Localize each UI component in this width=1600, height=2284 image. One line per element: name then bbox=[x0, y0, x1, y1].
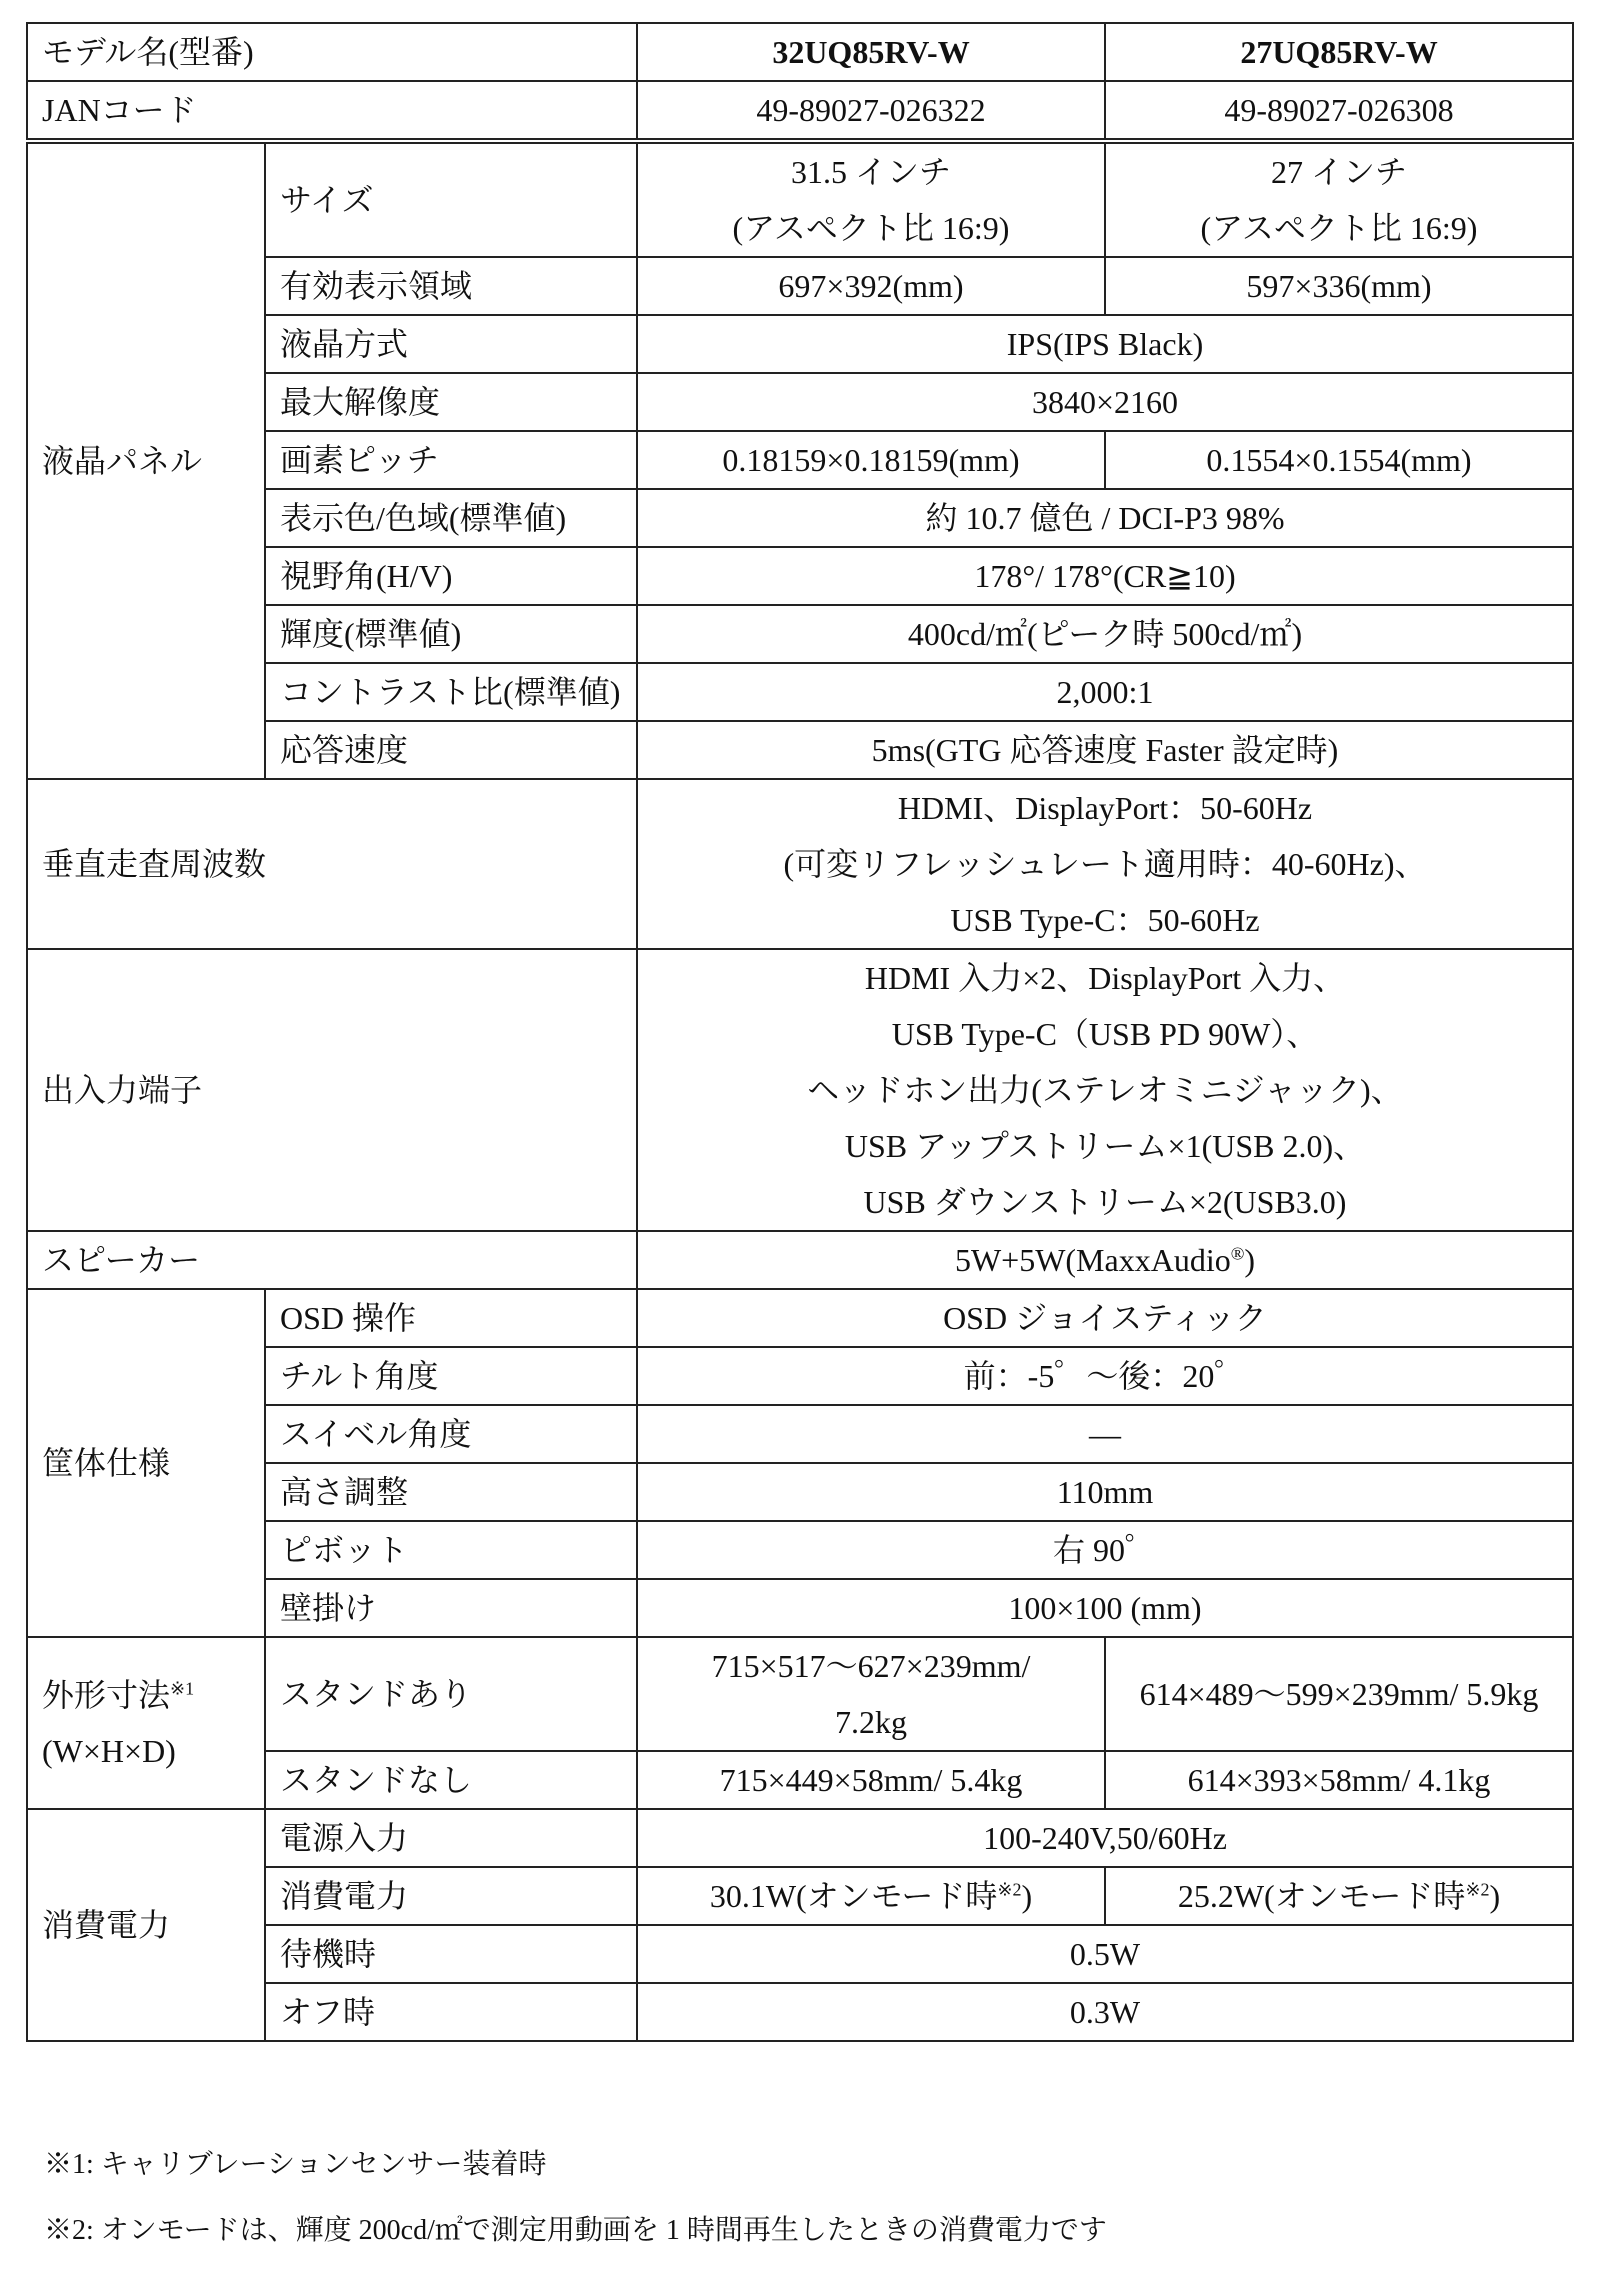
wall-label: 壁掛け bbox=[265, 1579, 637, 1637]
ports-value bbox=[637, 949, 1573, 1231]
panel-type-value: IPS(IPS Black) bbox=[637, 315, 1573, 373]
response-value: 5ms(GTG 応答速度 Faster 設定時) bbox=[637, 721, 1573, 779]
with-stand-row bbox=[27, 1637, 1573, 1751]
ports-line: HDMI 入力×2、DisplayPort 入力、 bbox=[864, 960, 1346, 996]
refresh-row bbox=[27, 779, 1573, 949]
resolution-value: 3840×2160 bbox=[637, 373, 1573, 431]
dimensions-title bbox=[42, 1667, 250, 1723]
speaker-row bbox=[27, 1231, 1573, 1289]
colors-value: 約 10.7 億色 / DCI-P3 98% bbox=[637, 489, 1573, 547]
registered-mark: ® bbox=[1230, 1243, 1245, 1264]
jan-row bbox=[27, 81, 1573, 141]
standby-label: 待機時 bbox=[265, 1925, 637, 1983]
pivot-value: 右 90゜ bbox=[637, 1521, 1573, 1579]
tilt-value: 前：-5゜～後：20゜ bbox=[637, 1347, 1573, 1405]
pitch-col2: 0.1554×0.1554(mm) bbox=[1105, 431, 1573, 489]
colors-label: 表示色/色域(標準値) bbox=[265, 489, 637, 547]
swivel-label: スイベル角度 bbox=[265, 1405, 637, 1463]
panel-type-label: 液晶方式 bbox=[265, 315, 637, 373]
with-stand-col1-line1: 715×517～627×239mm/ bbox=[711, 1648, 1031, 1684]
power-group-label: 消費電力 bbox=[27, 1809, 265, 2041]
ports-line: ヘッドホン出力(ステレオミニジャック)、 bbox=[807, 1072, 1403, 1108]
response-label: 応答速度 bbox=[265, 721, 637, 779]
angle-label: 視野角(H/V) bbox=[265, 547, 637, 605]
brightness-label: 輝度(標準値) bbox=[265, 605, 637, 663]
contrast-label: コントラスト比(標準値) bbox=[265, 663, 637, 721]
panel-group-label: 液晶パネル bbox=[27, 141, 265, 779]
off-value: 0.3W bbox=[637, 1983, 1573, 2041]
speaker-value bbox=[637, 1231, 1573, 1289]
refresh-line: HDMI、DisplayPort：50-60Hz bbox=[897, 790, 1313, 826]
ports-line: USB アップストリーム×1(USB 2.0)、 bbox=[844, 1128, 1366, 1164]
pivot-label: ピボット bbox=[265, 1521, 637, 1579]
ports-line: USB ダウンストリーム×2(USB3.0) bbox=[863, 1184, 1347, 1220]
ports-row bbox=[27, 949, 1573, 1231]
speaker-text: 5W+5W(MaxxAudio bbox=[954, 1242, 1231, 1278]
model-col2: 27UQ85RV-W bbox=[1105, 23, 1573, 81]
jan-col2: 49-89027-026308 bbox=[1105, 81, 1573, 141]
height-value: 110mm bbox=[637, 1463, 1573, 1521]
osd-value: OSD ジョイスティック bbox=[637, 1289, 1573, 1347]
note-mark-2: ※2 bbox=[1465, 1879, 1490, 1900]
without-stand-col1: 715×449×58mm/ 5.4kg bbox=[637, 1751, 1105, 1809]
pitch-col1: 0.18159×0.18159(mm) bbox=[637, 431, 1105, 489]
without-stand-label: スタンドなし bbox=[265, 1751, 637, 1809]
off-label: オフ時 bbox=[265, 1983, 637, 2041]
area-col2: 597×336(mm) bbox=[1105, 257, 1573, 315]
dimensions-text: 外形寸法 bbox=[42, 1677, 171, 1713]
with-stand-col1 bbox=[637, 1637, 1105, 1751]
size-col1 bbox=[637, 141, 1105, 257]
size-col2-line1: 27 インチ bbox=[1270, 154, 1407, 190]
tilt-label: チルト角度 bbox=[265, 1347, 637, 1405]
dimensions-unit: (W×H×D) bbox=[42, 1733, 176, 1769]
osd-label: OSD 操作 bbox=[265, 1289, 637, 1347]
pitch-label: 画素ピッチ bbox=[265, 431, 637, 489]
size-col2-line2: (アスペクト比 16:9) bbox=[1200, 210, 1478, 246]
refresh-label: 垂直走査周波数 bbox=[27, 779, 637, 949]
ports-label: 出入力端子 bbox=[27, 949, 637, 1231]
note-mark-2: ※2 bbox=[997, 1879, 1022, 1900]
consumption-label: 消費電力 bbox=[265, 1867, 637, 1925]
model-label: モデル名(型番) bbox=[27, 23, 637, 81]
osd-row bbox=[27, 1289, 1573, 1347]
model-row bbox=[27, 23, 1573, 81]
angle-value: 178°/ 178°(CR≧10) bbox=[637, 547, 1573, 605]
wall-value: 100×100 (mm) bbox=[637, 1579, 1573, 1637]
without-stand-col2: 614×393×58mm/ 4.1kg bbox=[1105, 1751, 1573, 1809]
area-label: 有効表示領域 bbox=[265, 257, 637, 315]
consumption-col1-suffix: ) bbox=[1021, 1878, 1033, 1914]
standby-value: 0.5W bbox=[637, 1925, 1573, 1983]
note-mark-1: ※1 bbox=[170, 1678, 195, 1699]
resolution-label: 最大解像度 bbox=[265, 373, 637, 431]
speaker-label: スピーカー bbox=[27, 1231, 637, 1289]
with-stand-col1-line2: 7.2kg bbox=[835, 1704, 907, 1740]
height-label: 高さ調整 bbox=[265, 1463, 637, 1521]
refresh-value bbox=[637, 779, 1573, 949]
refresh-line: (可変リフレッシュレート適用時：40-60Hz)、 bbox=[783, 846, 1427, 882]
size-col1-line2: (アスペクト比 16:9) bbox=[732, 210, 1010, 246]
footnote-2: ※2: オンモードは、輝度 200cd/㎡で測定用動画を 1 時間再生したときの消費電力です bbox=[44, 2215, 1107, 2246]
consumption-col2-suffix: ) bbox=[1489, 1878, 1501, 1914]
panel-size-row bbox=[27, 141, 1573, 257]
consumption-col2-text: 25.2W(オンモード時 bbox=[1177, 1878, 1466, 1914]
footnote-1: ※1: キャリブレーションセンサー装着時 bbox=[44, 2149, 547, 2180]
consumption-col1 bbox=[637, 1867, 1105, 1925]
jan-label: JANコード bbox=[27, 81, 637, 141]
power-input-label: 電源入力 bbox=[265, 1809, 637, 1867]
dimensions-group-label bbox=[27, 1637, 265, 1809]
contrast-value: 2,000:1 bbox=[637, 663, 1573, 721]
size-label: サイズ bbox=[265, 141, 637, 257]
ports-line: USB Type-C（USB PD 90W）、 bbox=[891, 1016, 1319, 1052]
consumption-col2 bbox=[1105, 1867, 1573, 1925]
with-stand-label: スタンドあり bbox=[265, 1637, 637, 1751]
consumption-col1-text: 30.1W(オンモード時 bbox=[709, 1878, 998, 1914]
brightness-value: 400cd/㎡(ピーク時 500cd/㎡) bbox=[637, 605, 1573, 663]
with-stand-col2: 614×489～599×239mm/ 5.9kg bbox=[1105, 1637, 1573, 1751]
housing-group-label: 筐体仕様 bbox=[27, 1289, 265, 1637]
size-col2 bbox=[1105, 141, 1573, 257]
jan-col1: 49-89027-026322 bbox=[637, 81, 1105, 141]
power-input-row bbox=[27, 1809, 1573, 1867]
size-col1-line1: 31.5 インチ bbox=[790, 154, 951, 190]
spec-table bbox=[26, 22, 1574, 2042]
swivel-value: — bbox=[637, 1405, 1573, 1463]
speaker-suffix: ) bbox=[1244, 1242, 1256, 1278]
power-input-value: 100-240V,50/60Hz bbox=[637, 1809, 1573, 1867]
refresh-line: USB Type-C：50-60Hz bbox=[950, 902, 1260, 938]
area-col1: 697×392(mm) bbox=[637, 257, 1105, 315]
model-col1: 32UQ85RV-W bbox=[637, 23, 1105, 81]
